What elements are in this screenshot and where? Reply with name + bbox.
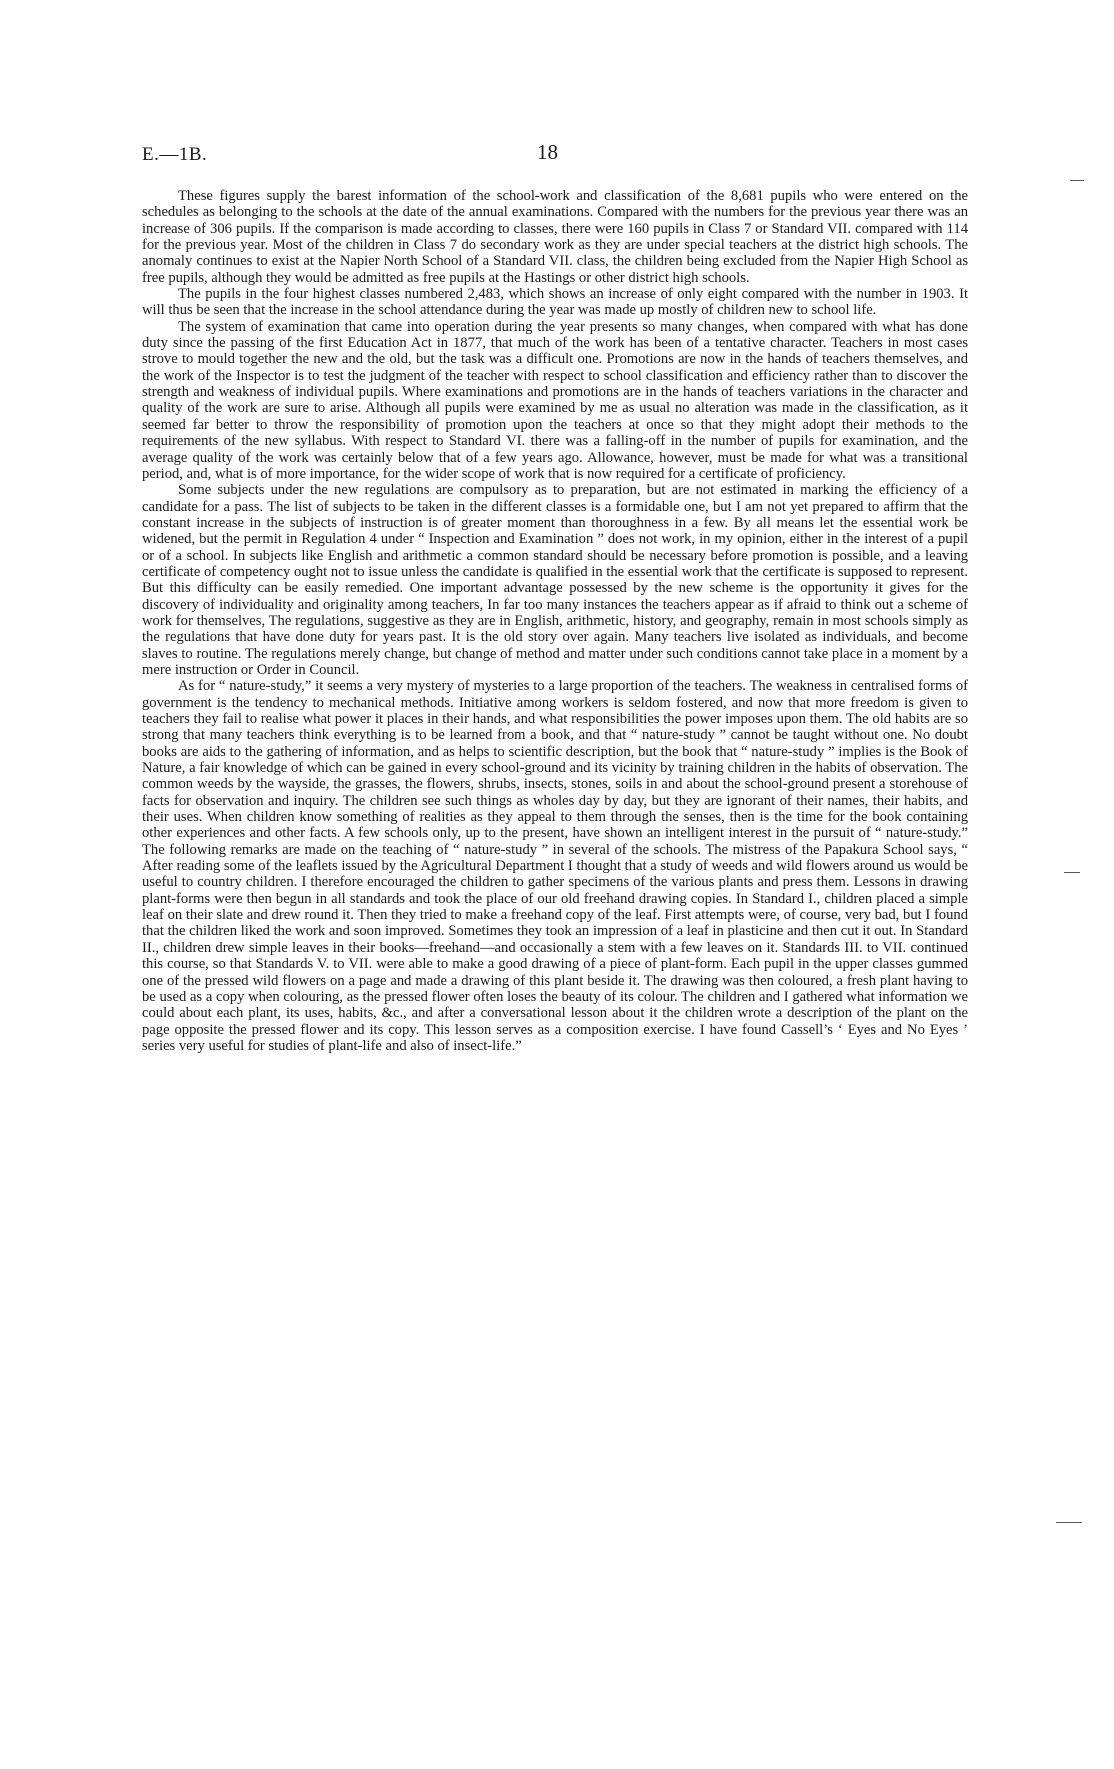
paragraph-examination-system: The system of examination that came into operation during the year presents so many changes, when compared with what has done duty since the passing of the first Education Act in 1877, that much of the work has been of a tentative character. Teachers in most cases strove to mould together the new and the old, but the task was a difficult one. Promotions are now in the hands of teachers themselves, and the work of the Inspector is to test the judgment of the teacher with respect to school classification and efficiency rather than to discover the strength and weakness of individual pupils. Where examinations and promotions are in the hands of teachers variations in the character and quality of the work are sure to arise. Although all pupils were examined by me as usual no alteration was made in the classification, as it seemed far better to throw the responsibility of promotion upon the teachers at once so that they might adopt their methods to the requirements of the new syllabus. With respect to Standard VI. there was a falling-off in the number of pupils for examination, and the average quality of the work was certainly below that of a few years ago. Allowance, however, must be made for what was a transitional period, and, what is of more importance, for the wider scope of work that is now required for a certificate of proficiency.	[142, 318, 968, 482]
paragraph-nature-study: As for “ nature-study,” it seems a very mystery of mysteries to a large proportion of the teachers. The weakness in centralised forms of government is the tendency to mechanical methods. Initiative among workers is seldom fostered, and now that more freedom is given to teachers they fail to realise what power it places in their hands, and what responsibilities the power imposes upon them. The old habits are so strong that many teachers think everything is to be learned from a book, and that “ nature-study ” cannot be taught without one. No doubt books are aids to the gathering of information, and as helps to scientific description, but the book that “ nature-study ” implies is the Book of Nature, a fair knowledge of which can be gained in every school-ground and its vicinity by training children in the habits of observation. The common weeds by the wayside, the grasses, the flowers, shrubs, insects, stones, soils in and about the school-ground present a storehouse of facts for observation and inquiry. The children see such things as wholes day by day, but they are ignorant of their names, their habits, and their uses. When children know something of realities as they appeal to them through the senses, then is the time for the book containing other experiences and other facts. A few schools only, up to the present, have shown an intelligent interest in the pursuit of “ nature-study.” The following remarks are made on the teaching of “ nature-study ” in several of the schools. The mistress of the Papakura School says, “ After reading some of the leaflets issued by the Agricultural Department I thought that a study of weeds and wild flowers around us would be useful to country children. I therefore encouraged the children to gather specimens of the various plants and press them. Lessons in drawing plant-forms were then begun in all standards and took the place of our old freehand drawing copies. In Standard I., children placed a simple leaf on their slate and drew round it. Then they tried to make a freehand copy of the leaf. First attempts were, of course, very bad, but I found that the children liked the work and soon improved. Sometimes they took an impression of a leaf in plasticine and then cut it out. In Standard II., children drew simple leaves in their books—freehand—and occasionally a stem with a few leaves on it. Standards III. to VII. continued this course, so that Standards V. to VII. were able to make a good drawing of a piece of plant-form. Each pupil in the upper classes gummed one of the pressed wild flowers on a page and made a drawing of this plant beside it. The drawing was then coloured, a fresh plant having to be used as a copy when colouring, as the pressed flower often loses the beauty of its colour. The children and I gathered what information we could about each plant, its uses, habits, &c., and after a conversational lesson about it the children wrote a description of the plant on the page opposite the pressed flower and its copy. This lesson serves as a composition exercise. I have found Cassell’s ‘ Eyes and No Eyes ’ series very useful for studies of plant-life and also of insect-life.”	[142, 678, 968, 1054]
margin-mark	[1056, 1522, 1082, 1523]
document-reference: E.—1B.	[142, 144, 208, 165]
report-body	[142, 188, 968, 1054]
paragraph-highest-classes: The pupils in the four highest classes numbered 2,483, which shows an increase of only eight compared with the number in 1903. It will thus be seen that the increase in the school attendance during the year was made up mostly of children new to school life.	[142, 286, 968, 319]
margin-mark	[1070, 180, 1084, 181]
paragraph-pupil-figures: These figures supply the barest information of the school-work and classification of the 8,681 pupils who were entered on the schedules as belonging to the schools at the date of the annual examinations. Compared with the numbers for the previous year there was an increase of 306 pupils. If the comparison is made according to classes, there were 160 pupils in Class 7 or Standard VII. compared with 114 for the previous year. Most of the children in Class 7 do secondary work as they are under special teachers at the district high schools. The anomaly continues to exist at the Napier North School of a Standard VII. class, the children being excluded from the Napier High School as free pupils, although they would be admitted as free pupils at the Hastings or other district high schools.	[142, 188, 968, 286]
page-number: 18	[537, 140, 558, 164]
margin-mark	[1064, 872, 1080, 873]
running-header	[142, 140, 968, 170]
paragraph-new-regulations: Some subjects under the new regulations are compulsory as to preparation, but are not estimated in marking the efficiency of a candidate for a pass. The list of subjects to be taken in the different classes is a formidable one, but I am not yet prepared to affirm that the constant increase in the subjects of instruction is of greater moment than thoroughness in a few. By all means let the essential work be widened, but the permit in Regulation 4 under “ Inspection and Examination ” does not work, in my opinion, either in the interest of a pupil or of a school. In subjects like English and arithmetic a common standard should be necessary before promotion is possible, and a leaving certificate of competency ought not to issue unless the candidate is qualified in the essential work that the certificate is supposed to represent. But this difficulty can be easily remedied. One important advantage possessed by the new scheme is the opportunity it gives for the discovery of individuality and originality among teachers, In far too many instances the teachers appear as if afraid to think out a scheme of work for themselves, The regulations, suggestive as they are in English, arithmetic, history, and geography, remain in most schools simply as the regulations that have done duty for years past. It is the old story over again. Many teachers live isolated as individuals, and become slaves to routine. The regulations merely change, but change of method and matter under such conditions cannot take place in a moment by a mere instruction or Order in Council.	[142, 482, 968, 678]
